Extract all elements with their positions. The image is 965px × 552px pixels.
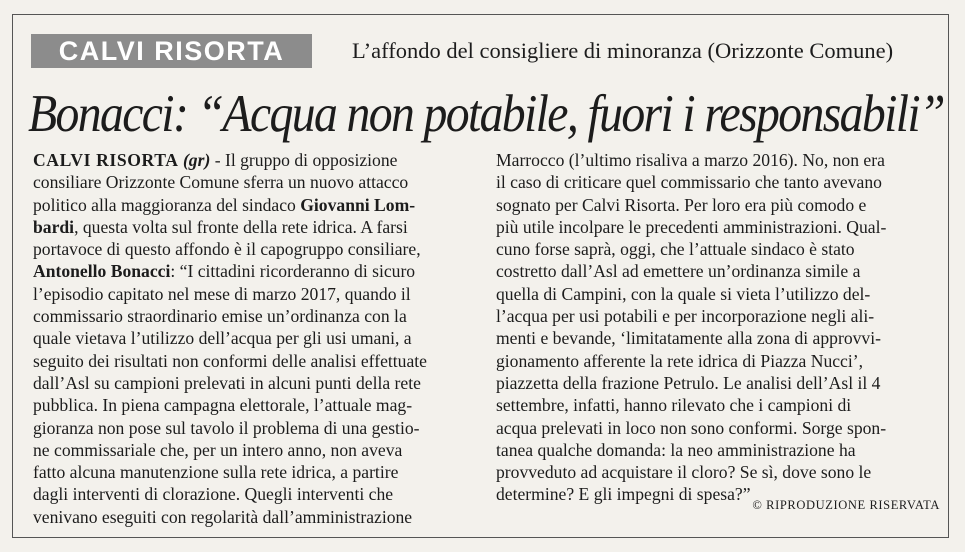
text-line: l’episodio capitato nel mese di marzo 2017, quando il xyxy=(33,283,411,304)
text-line: gionamento afferente la rete idrica di Piazza Nucci’, xyxy=(496,350,864,371)
text-line: pubblica. In piena campagna elettorale, l’attuale mag- xyxy=(33,395,413,416)
text-line: l’acqua per usi potabili e per incorporazione negli ali- xyxy=(496,306,875,327)
text-line: politico alla maggioranza del sindaco Giovanni Lom- xyxy=(33,194,416,215)
text-line: cuno forse saprà, oggi, che l’attuale sindaco è stato xyxy=(496,239,855,260)
text-line: settembre, infatti, hanno rilevato che i campioni di xyxy=(496,395,852,416)
byline-author: (gr) xyxy=(182,150,211,170)
text-line: il caso di criticare quel commissario che tanto avevano xyxy=(496,172,882,193)
text-line: venivano eseguiti con regolarità dall’amministrazione xyxy=(33,506,413,527)
text-line: Marrocco (l’ultimo risaliva a marzo 2016). No, non era xyxy=(496,150,885,170)
text-line: gioranza non pose sul tavolo il problema di una gestio- xyxy=(33,417,420,438)
text-line: sognato per Calvi Risorta. Per loro era più comodo e xyxy=(496,194,867,215)
text-line: acqua prelevati in loco non sono conformi. Sorge spon- xyxy=(496,417,887,438)
headline: Bonacci: “Acqua non potabile, fuori i responsabili” xyxy=(28,85,944,143)
text-line: quale vietava l’utilizzo dell’acqua per gli usi umani, a xyxy=(33,328,412,349)
text-line: provveduto ad acquistare il cloro? Se sì, dove sono le xyxy=(496,462,872,483)
text-line: quella di Campini, con la quale si vieta l’utilizzo del- xyxy=(496,283,871,304)
name-giovanni-lombardi: Giovanni Lom- xyxy=(300,194,416,215)
copyright-notice: © RIPRODUZIONE RISERVATA xyxy=(752,498,940,512)
text-line: più utile incolpare le precedenti amministrazioni. Qual- xyxy=(496,216,887,237)
text-line: dall’Asl su campioni prelevati in alcuni punti della rete xyxy=(33,372,421,393)
text-line: costretto dall’Asl ad emettere un’ordinanza simile a xyxy=(496,261,861,282)
article-column-1 xyxy=(33,149,469,528)
text-line: bardi, questa volta sul fronte della rete idrica. A farsi xyxy=(33,216,408,237)
text-line: ne commissariale che, per un intero anno, non aveva xyxy=(33,439,403,460)
subheading: L’affondo del consigliere di minoranza (Orizzonte Comune) xyxy=(352,38,894,63)
article-column-2 xyxy=(496,149,942,506)
text-line: Antonello Bonacci: “I cittadini ricorderanno di sicuro xyxy=(33,261,416,282)
text-line: tanea qualche domanda: la neo amministrazione ha xyxy=(496,439,856,460)
text-line: dagli interventi di clorazione. Quegli interventi che xyxy=(33,484,394,505)
text-line: fatto alcuna manutenzione sulla rete idrica, a partire xyxy=(33,462,399,483)
text-line: seguito dei risultati non conformi delle analisi effettuate xyxy=(33,350,427,371)
byline-location: CALVI RISORTA xyxy=(33,150,179,170)
name-antonello-bonacci: Antonello Bonacci xyxy=(33,261,171,282)
text-line: menti e bevande, ‘limitatamente alla zona di approvvi- xyxy=(496,328,881,349)
section-tag: CALVI RISORTA xyxy=(31,34,312,68)
text-line: determine? E gli impegni di spesa?” xyxy=(496,484,751,505)
text-line: portavoce di questo affondo è il capogruppo consiliare, xyxy=(33,239,421,260)
text-line: consiliare Orizzonte Comune sferra un nuovo attacco xyxy=(33,172,409,193)
text-line: CALVI RISORTA (gr) - Il gruppo di opposizione xyxy=(33,150,398,170)
text-line: piazzetta della frazione Petrulo. Le analisi dell’Asl il 4 xyxy=(496,372,881,393)
text-line: commissario straordinario emise un’ordinanza con la xyxy=(33,306,407,327)
